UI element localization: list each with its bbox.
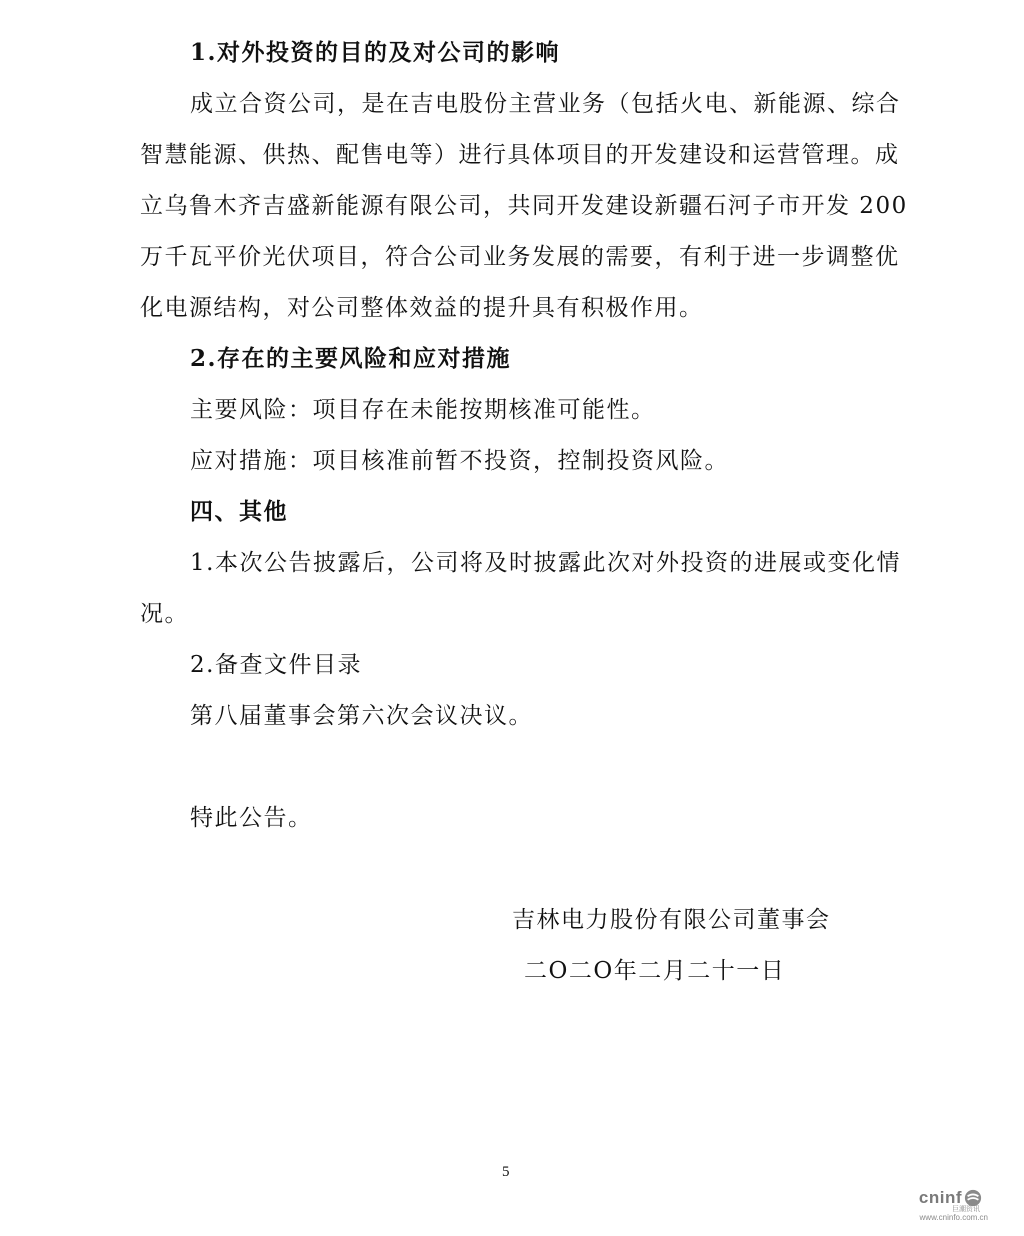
paragraph-line: 化电源结构，对公司整体效益的提升具有积极作用。 [140,295,704,321]
paragraph-line: 1.本次公告披露后，公司将及时披露此次对外投资的进展或变化情 [190,550,901,576]
signature: 吉林电力股份有限公司董事会 [512,907,831,933]
page-number: 5 [502,1164,510,1180]
section-heading-risks: 2.存在的主要风险和应对措施 [190,345,512,372]
paragraph-line: 立乌鲁木齐吉盛新能源有限公司，共同开发建设新疆石河子市开发 200 [140,193,908,219]
paragraph-line: 成立合资公司，是在吉电股份主营业务（包括火电、新能源、综合 [190,91,901,117]
closing-text: 特此公告。 [190,805,313,831]
section-heading-investment-purpose: 1.对外投资的目的及对公司的影响 [190,39,561,66]
reference-docs-heading: 2.备查文件目录 [190,652,362,678]
watermark-brand-cn: 巨潮资讯 [952,1205,980,1213]
section-heading-other: 四、其他 [190,498,288,525]
risk-text: 主要风险：项目存在未能按期核准可能性。 [190,397,656,423]
paragraph-line: 智慧能源、供热、配售电等）进行具体项目的开发建设和运营管理。成 [140,142,900,168]
watermark-url: www.cninfo.com.cn [919,1213,988,1222]
paragraph-line: 况。 [140,601,189,627]
reference-docs-item: 第八届董事会第六次会议决议。 [190,703,533,729]
watermark [908,1188,1000,1224]
paragraph-line: 万千瓦平价光伏项目，符合公司业务发展的需要，有利于进一步调整优 [140,244,900,270]
measure-text: 应对措施：项目核准前暂不投资，控制投资风险。 [190,448,729,474]
date: 二O二O年二月二十一日 [524,958,786,984]
watermark-brand: cninf [918,1188,962,1207]
